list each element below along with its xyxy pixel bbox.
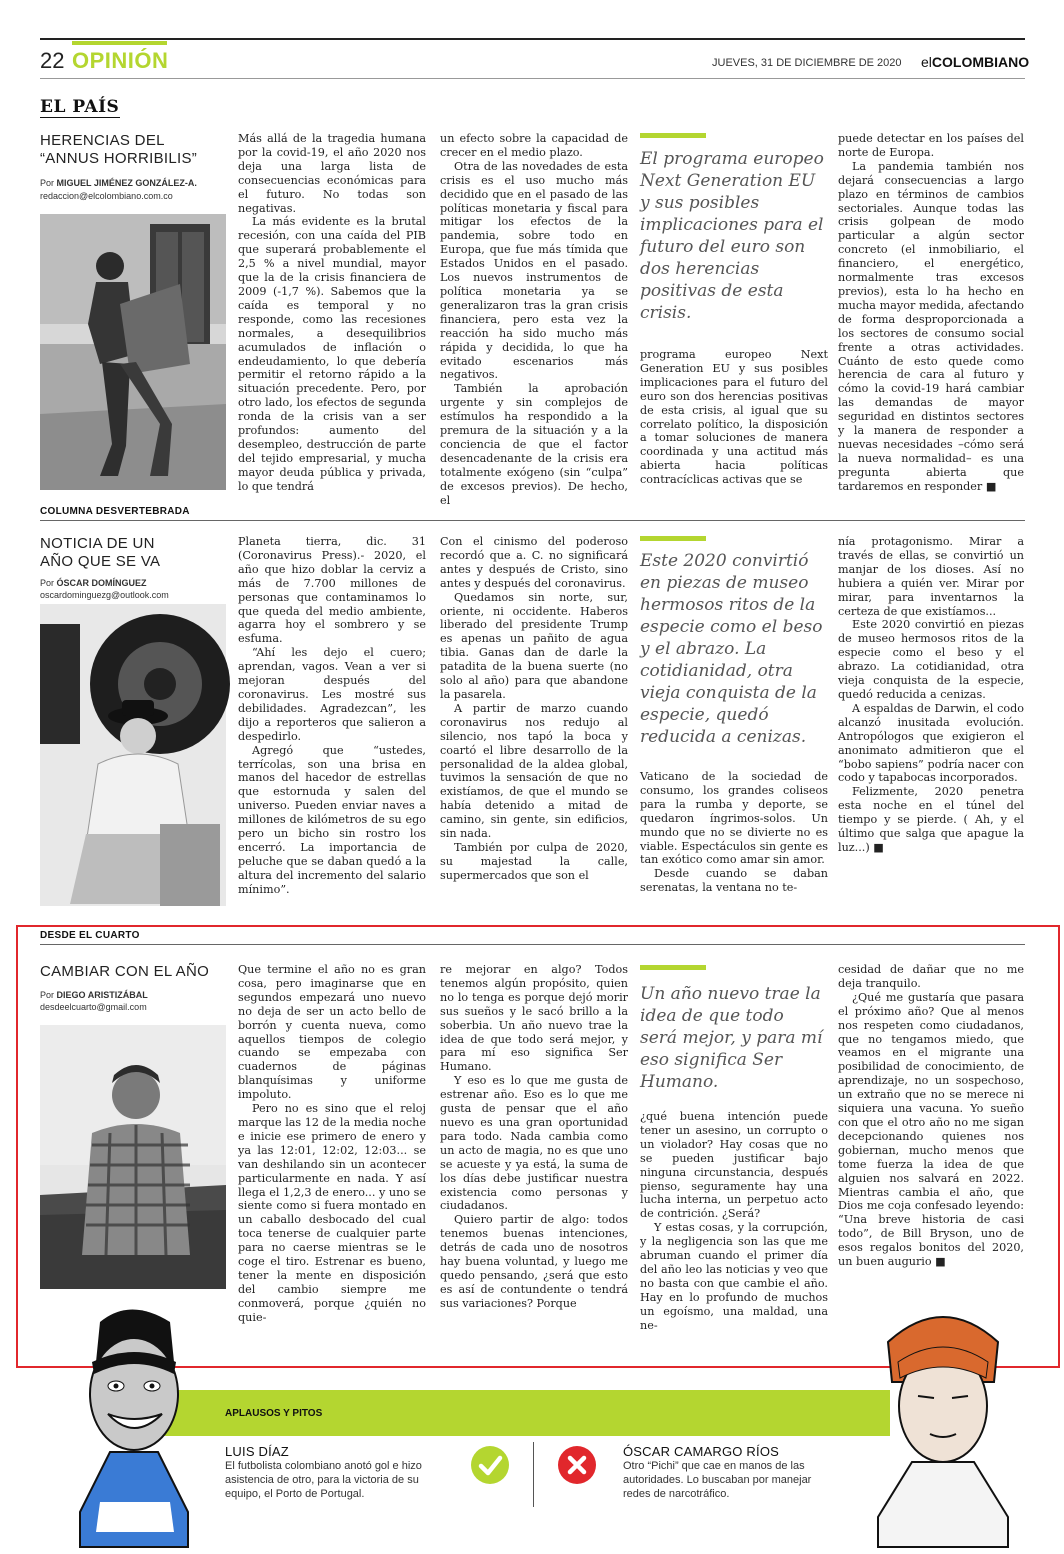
- pull-quote: Un año nuevo trae la idea de que todo será mejor, y para mí eso significa Ser Humano.: [640, 984, 823, 1092]
- paragraph: Quiero partir de algo: todos tenemos buenas intenciones, detrás de cada uno de nosotros hay buena voluntad, y luego me quedo pensando, ¿será que esto es así de contundente o tendrá sus variaciones? Porque: [440, 1213, 628, 1310]
- paragraph: Pero no es sino que el reloj marque las 12 de la media noche e inicie ese primero de enero y ya las 12:01, 12:02, 12:03... se van deshilando sin un acontecer particularmente en nada. Y así llega el 1,2,3 de enero... y uno se siente como si fuera montado en un caballo desbocado del cual toca tenerse de cualquier parte para no caerse mientras se le coge el tiro. Estrenar es bueno, tener la mente en disposición del cambio siempre me conmoverá, porque ¿quién no quie-: [238, 1102, 426, 1324]
- page-number: 22: [40, 48, 65, 73]
- paragraph: Otra de las novedades de esta crisis es el uso mucho más decidido que en el pasado de las políticas monetaria y fiscal para mitigar los efectos de la pandemia, sobre todo en Europa, que fue más tímida que Estados Unidos en el pasado. Los nuevos instrumentos de política monetaria ya se generalizaron tras la gran crisis financiera, pero esta vez la reacción ha sido mucho más rápida y decidida, lo que ha evitado escenarios más negativos.: [440, 159, 628, 382]
- article-column: [440, 535, 628, 917]
- paragraph: Y estas cosas, y la corrupción, y la negligencia son las que me abruman cuando el primer día del año leo las noticias y veo que no basta con que cambie el año. Hay en lo profundo de muchos un egoísmo, una maldad, una ne-: [640, 1221, 828, 1332]
- brand-prefix: el: [921, 54, 932, 70]
- applause-left-name: LUIS DÍAZ: [225, 1444, 289, 1459]
- statue-photo: [40, 214, 226, 490]
- newspaper-brand: [921, 54, 1029, 70]
- article-column: [238, 535, 426, 917]
- title-line: “ANNUS HORRIBILIS”: [40, 150, 198, 167]
- title-line: AÑO QUE SE VA: [40, 553, 161, 570]
- paragraph: Planeta tierra, dic. 31 (Coronavirus Press).- 2020, el año que hizo doblar la cerviz a más de 7.700 millones de personas que contaminamos lo que queda del medio ambiente, agarra hoy el sombrero y se esfuma.: [238, 535, 426, 646]
- paragraph: Con el cinismo del poderoso recordó que a. C. no significará antes y después de Cristo, sino antes y después del coronavirus.: [440, 535, 628, 590]
- paragraph: “Ahí les dejo el cuero; aprendan, vagos. Vean a ver si mejoran después del coronavirus. Les mostré sus debilidades. Agradezcan”, les dijo a reporteros que salieron a despedirlo.: [238, 646, 426, 743]
- source-logo-underline: [40, 117, 120, 118]
- cartoon-left-avatar: [70, 1302, 200, 1547]
- pull-quote: Este 2020 convirtió en piezas de museo hermosos ritos de la especie como el beso y el abrazo. La cotidianidad, otra vieja conquista de la especie, quedó reducida a cenizas.: [640, 551, 823, 747]
- column-kicker: COLUMNA DESVERTEBRADA: [40, 506, 190, 517]
- quote-accent-bar: [640, 133, 706, 138]
- check-icon: [470, 1445, 510, 1485]
- cartoon-right-avatar: [868, 1302, 1018, 1547]
- applause-right-description: Otro “Pichi” que cae en manos de las autoridades. Lo buscaban por manejar redes de narcotráfico.: [623, 1460, 812, 1500]
- article-column: [838, 132, 1024, 492]
- pull-quote: El programa europeo Next Generation EU y sus posibles implicaciones para el futuro del euro son dos herencias positivas de esta crisis.: [640, 149, 824, 323]
- paragraph: ¿qué buena intención puede tener un asesino, un corrupto o un violador? Hay cosas que no se pueden justificar bajo ninguna circunstancia, después pienso, seguramente hay una lucha interna, un perpetuo acto de contrición. ¿Será?: [640, 1110, 828, 1221]
- paragraph: Agregó que “ustedes, terrícolas, son una brisa en manos del hacedor de estrellas que estornuda y salen del universo. Pueden enviar naves a millones de kilómetros de su ego pero un bicho sin rostro los encerró. La importancia de peluche que se daban quedó a la altura del incremento del salario mínimo”.: [238, 743, 426, 896]
- brand-name: COLOMBIANO: [931, 54, 1030, 70]
- byline-prefix: Por: [40, 578, 55, 588]
- article-column: [238, 132, 426, 492]
- paragraph: A partir de marzo cuando coronavirus nos redujo al silencio, nos tapó la boca y coartó el libre desarrollo de la personalidad de la aldea global, tuvimos la sensación de que no existíamos, de que el mundo se había detenido a mitad de camino, sin gente, sin edificios, sin nada.: [440, 701, 628, 841]
- paragraph: programa europeo Next Generation EU y sus posibles implicaciones para el futuro del euro son dos herencias positivas de esta crisis, al igual que su correlato político, la disposición a tomar soluciones de manera coordinada y una actitud más abierta hacia políticas contracíclicas activas que se: [640, 348, 828, 487]
- paragraph: re mejorar en algo? Todos tenemos algún propósito, quien no lo tenga es porque dejó morir sus sueños y le sacó brillo a la soberbia. Un año nuevo trae la idea de que todo será mejor, y para mí eso significa Ser Humano.: [440, 963, 628, 1074]
- paragraph: También por culpa de 2020, su majestad la calle, supermercados que son el: [440, 840, 628, 882]
- paragraph: La más evidente es la brutal recesión, con una caída del PIB que superará probablemente el 2,5 % a nivel mundial, mayor que la de la crisis financiera de 2009 (-1,7 %). Sabemos que la caída es temporal y no responde, como las recesiones normales, a desequilibrios acumulados de inflación o endeudamiento, lo que debería permitir el retorno rápido a la situación precedente. Pero, por otro lado, los efectos de segunda ronda de la crisis van a ser profundos: aumento del desempleo, destrucción de parte del tejido empresarial, y mucha mayor deuda pública y privada, lo que tendrá: [238, 215, 426, 493]
- byline-prefix: Por: [40, 178, 55, 188]
- source-logo: EL PAÍS: [40, 97, 120, 117]
- cross-icon: [557, 1445, 597, 1485]
- dateline: JUEVES, 31 DE DICIEMBRE DE 2020: [712, 57, 902, 69]
- author-name: ÓSCAR DOMÍNGUEZ: [56, 578, 147, 588]
- paragraph: Y eso es lo que me gusta de estrenar año. Eso es lo que me gusta de pensar que el año nuevo es una gran oportunidad para todo. Nada cambia como un acto de magia, no es que uno se acueste y ya está, la suma de los días debe justificar nuestra existencia como personas y ciudadanos.: [440, 1074, 628, 1213]
- byline: [40, 178, 197, 188]
- article-title: CAMBIAR CON EL AÑO: [40, 963, 210, 980]
- paragraph: Más allá de la tragedia humana por la covid-19, el año 2020 nos deja una larga lista de consecuencias económicas para el futuro. No todas son negativas.: [238, 132, 426, 215]
- byline: [40, 578, 147, 588]
- title-line: HERENCIAS DEL: [40, 132, 165, 149]
- title-line: NOTICIA DE UN: [40, 535, 155, 552]
- article-column: [838, 535, 1024, 917]
- quote-accent-bar: [640, 536, 706, 541]
- paragraph: La pandemia también nos dejará consecuencias a largo plazo en términos de cambios sectoriales. Aunque todas las crisis golpean de modo particular a algún sector concreto (el inmobiliario, el financiero, el energético, normalmente tras excesos previos), esta lo ha hecho en mucha mayor medida, afectando de forma desproporcionada a los sectores de consumo social frente a otras actividades. Cuánto de esto quede como herencia de cara al futuro y cómo la covid-19 hará cambiar las demandas de mayor seguridad en distintos sectores y la manera de responder a nuevas necesidades –cómo será la nueva normalidad– es una pregunta abierta que tardaremos en responder ■: [838, 159, 1024, 493]
- paragraph: Desde cuando se daban serenatas, la ventana no te-: [640, 867, 828, 895]
- section-title: OPINIÓN: [72, 48, 169, 73]
- band-rule: [40, 520, 1025, 521]
- paragraph: cesidad de dañar que no me deja tranquilo.: [838, 963, 1024, 990]
- top-rule: [40, 38, 1025, 40]
- applause-left-description: El futbolista colombiano anotó gol e hizo asistencia de otro, para la victoria de su equipo, el Porto de Portugal.: [225, 1460, 422, 1500]
- paragraph: puede detectar en los países del norte de Europa.: [838, 132, 1024, 159]
- paragraph: Que termine el año no es gran cosa, pero imaginarse que en segundos empezará uno nuevo no deja de ser un acto bello de borrón y cuenta nueva, como aquellos tiempos de colegio cuando se empezaba con cuadernos de páginas blanquísimas y uniforme impoluto.: [238, 963, 426, 1102]
- paragraph: un efecto sobre la capacidad de crecer en el medio plazo.: [440, 132, 628, 159]
- byline-prefix: Por: [40, 990, 55, 1000]
- author-email: desdeelcuarto@gmail.com: [40, 1002, 147, 1012]
- paragraph: ¿Qué me gustaría que pasara el próximo año? Que al menos nos respeten como ciudadanos, que no tengamos miedo, que veamos en el migrante una posibilidad de conocimiento, de aprendizaje, no un sospechoso, un extraño que no se merece ni siquiera una vacuna. Yo sueño con que el otro año no me sigan decepcionando quienes nos gobiernan, mucho menos que tome fuerza la idea de que alguien nos salvará en 2022. Mientras cambia el año, que Dios me coja confesado leyendo: “Una breve historia de casi todo”, de Bill Bryson, uno de esos regalos bonitos del 2020, un buen augurio ■: [838, 990, 1024, 1269]
- author-email: oscardominguezg@outlook.com: [40, 590, 169, 600]
- author-name: DIEGO ARISTIZÁBAL: [56, 990, 148, 1000]
- paragraph: También la aprobación urgente y sin complejos de estímulos ha respondido a la premura de la situación y a la conciencia de que el factor desencadenante de la crisis era totalmente exógeno (sin “culpa” de excesos previos). De hecho, el: [440, 382, 628, 507]
- article-title: [40, 132, 197, 168]
- paragraph: A espaldas de Darwin, el codo alcanzó inusitada evolución. Antropólogos que exigieron el anonimato admitieron que el “bobo sapiens” podría nacer con codo y tapabocas incorporados.: [838, 701, 1024, 785]
- paragraph: Vaticano de la sociedad de consumo, los grandes coliseos para la rumba y deporte, se quedaron íngrimos-solos. Un mundo que no se divierte no es viable. Espectáculos sin gente es tan exótico como amar sin amor.: [640, 770, 828, 867]
- paragraph: Quedamos sin norte, sur, oriente, ni occidente. Haberos liberado del presidente Trump es apenas un pañito de agua tibia. Ganas dan de darle la patadita de la buena suerte (no solo al año) para que abandone la pasarela.: [440, 590, 628, 701]
- paragraph: nía protagonismo. Mirar a través de ellas, se convirtió un manjar de los dioses. Así no hubiera a quién ver. Mirar por mirar, para inventarnos la certeza de que existíamos...: [838, 535, 1024, 618]
- section-accent-bar: [72, 41, 167, 45]
- author-photo: [40, 604, 226, 906]
- paragraph: Este 2020 convirtió en piezas de museo hermosos ritos de la especie como el beso y el abrazo. La cotidianidad, otra vieja conquista de la especie, quedó reducida a cenizas.: [838, 618, 1024, 701]
- article-column: [440, 132, 628, 507]
- author-email: redaccion@elcolombiano.com.co: [40, 191, 173, 201]
- applause-right-name: ÓSCAR CAMARGO RÍOS: [623, 1444, 780, 1459]
- article-column: [640, 348, 828, 492]
- applause-divider: [533, 1442, 534, 1507]
- article-title: [40, 535, 160, 571]
- column-kicker: DESDE EL CUARTO: [40, 930, 140, 941]
- applause-title: APLAUSOS Y PITOS: [225, 1408, 323, 1419]
- author-name: MIGUEL JIMÉNEZ GONZÁLEZ-A.: [56, 178, 197, 188]
- paragraph: Felizmente, 2020 penetra esta noche en el túnel del tiempo y se pierde. ( Ah, y el último que salga que apague la luz...) ■: [838, 785, 1024, 854]
- article-column: [640, 770, 828, 917]
- header-rule: [40, 78, 1025, 79]
